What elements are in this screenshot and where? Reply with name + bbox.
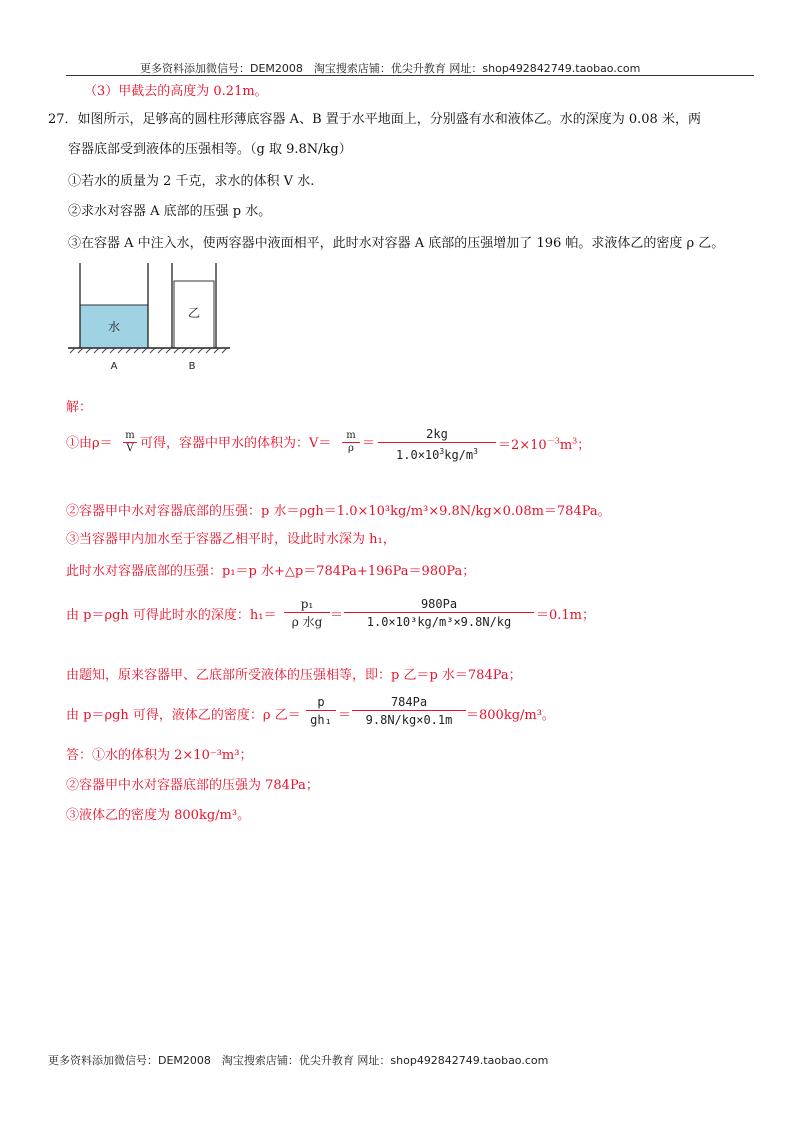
step1-f2-denominator: ρ [342, 442, 360, 455]
step5-f2-denominator: 1.0×10³kg/m³×9.8N/kg [344, 612, 534, 631]
step1-fraction-3 [378, 426, 496, 464]
step5-equals: ＝ [330, 608, 344, 623]
step1-fraction-1 [123, 430, 137, 455]
step1-result-exp2: 3 [572, 436, 578, 446]
step1-f1-numerator: m [125, 430, 135, 441]
step1-middle: 可得，容器中甲水的体积为：V＝ [140, 436, 332, 451]
containers-figure [64, 260, 234, 375]
page-header: 更多资料添加微信号：DEM2008 淘宝搜索店铺：优尖升教育 网址：shop492842749.taobao.com [140, 62, 641, 75]
step5-result: ＝0.1m； [536, 608, 596, 623]
step1-f3-den-exp2: 3 [473, 447, 478, 456]
step1-result-c: ； [577, 438, 591, 453]
question-line-1: 27．如图所示，足够高的圆柱形薄底容器 A、B 置于水平地面上，分别盛有水和液体乙。水的深度为 0.08 米，两 [48, 112, 701, 127]
step1-prefix: ①由ρ＝ [66, 436, 113, 451]
step2-line: ②容器甲中水对容器底部的压强：p 水＝ρgh＝1.0×10³kg/m³×9.8N/kg×0.08m＝784Pa。 [66, 504, 611, 519]
step5-f1-denominator: ρ 水g [284, 612, 330, 631]
step1-f3-den-exp: 3 [439, 447, 445, 456]
step1-result-b: m [559, 438, 573, 453]
water-label: 水 [107, 320, 121, 334]
liquid-yi-label: 乙 [187, 306, 201, 320]
step4-line: 此时水对容器底部的压强：p₁＝p 水+△p＝784Pa+196Pa＝980Pa； [66, 564, 476, 579]
question-item-3: ③在容器 A 中注入水，使两容器中液面相平，此时水对容器 A 底部的压强增加了 196 帕。求液体乙的密度 ρ 乙。 [68, 236, 725, 251]
step7-f2-numerator: 784Pa [390, 695, 428, 709]
step5-f1-numerator: p₁ [300, 597, 314, 611]
step1-result [498, 434, 590, 453]
page-footer: 更多资料添加微信号：DEM2008 淘宝搜索店铺：优尖升教育 网址：shop492842749.taobao.com [48, 1054, 549, 1067]
previous-answer: （3）甲截去的高度为 0.21m。 [84, 84, 268, 99]
step5-prefix: 由 p＝ρgh 可得此时水的深度：h₁＝ [66, 608, 277, 623]
step1-f3-den-a: 1.0×10 [396, 448, 440, 462]
step6-line: 由题知，原来容器甲、乙底部所受液体的压强相等，即：p 乙＝p 水＝784Pa； [66, 668, 522, 683]
step3-line: ③当容器甲内加水至于容器乙相平时，设此时水深为 h₁， [66, 532, 396, 547]
question-line-2: 容器底部受到液体的压强相等。（g 取 9.8N/kg） [68, 142, 352, 157]
answer-1: 答：①水的体积为 2×10⁻³m³； [66, 748, 253, 763]
step1-f3-numerator: 2kg [426, 427, 448, 441]
answer-2: ②容器甲中水对容器底部的压强为 784Pa； [66, 778, 319, 793]
step1-result-exp: －3 [546, 436, 560, 446]
step1-f3-denominator [378, 442, 496, 464]
header-rule [66, 75, 754, 76]
step1-result-a: ＝2×10 [498, 438, 547, 453]
step7-fraction-1 [306, 694, 336, 729]
step1-equals: ＝ [362, 436, 376, 451]
question-item-2: ②求水对容器 A 底部的压强 p 水。 [68, 204, 272, 219]
step5-fraction-2 [344, 596, 534, 631]
step7-prefix: 由 p＝ρgh 可得，液体乙的密度：ρ 乙＝ [66, 708, 301, 723]
step7-f1-denominator: gh₁ [306, 710, 336, 729]
step7-fraction-2 [352, 694, 466, 729]
step1-fraction-2 [342, 430, 360, 455]
container-a-label: A [110, 361, 118, 372]
step1-f1-denominator: V [123, 442, 137, 455]
step7-result: ＝800kg/m³。 [466, 708, 555, 723]
step7-equals: ＝ [338, 708, 352, 723]
answer-3: ③液体乙的密度为 800kg/m³。 [66, 808, 251, 823]
container-b-label: B [188, 361, 196, 372]
step7-f1-numerator: p [317, 695, 325, 709]
step1-f2-numerator: m [346, 430, 356, 441]
step7-f2-denominator: 9.8N/kg×0.1m [352, 710, 466, 729]
solution-heading: 解： [66, 400, 93, 415]
question-item-1: ①若水的质量为 2 千克，求水的体积 V 水. [68, 174, 315, 189]
step5-fraction-1 [284, 596, 330, 631]
step1-f3-den-b: kg/m [444, 448, 474, 462]
step5-f2-numerator: 980Pa [420, 597, 458, 611]
